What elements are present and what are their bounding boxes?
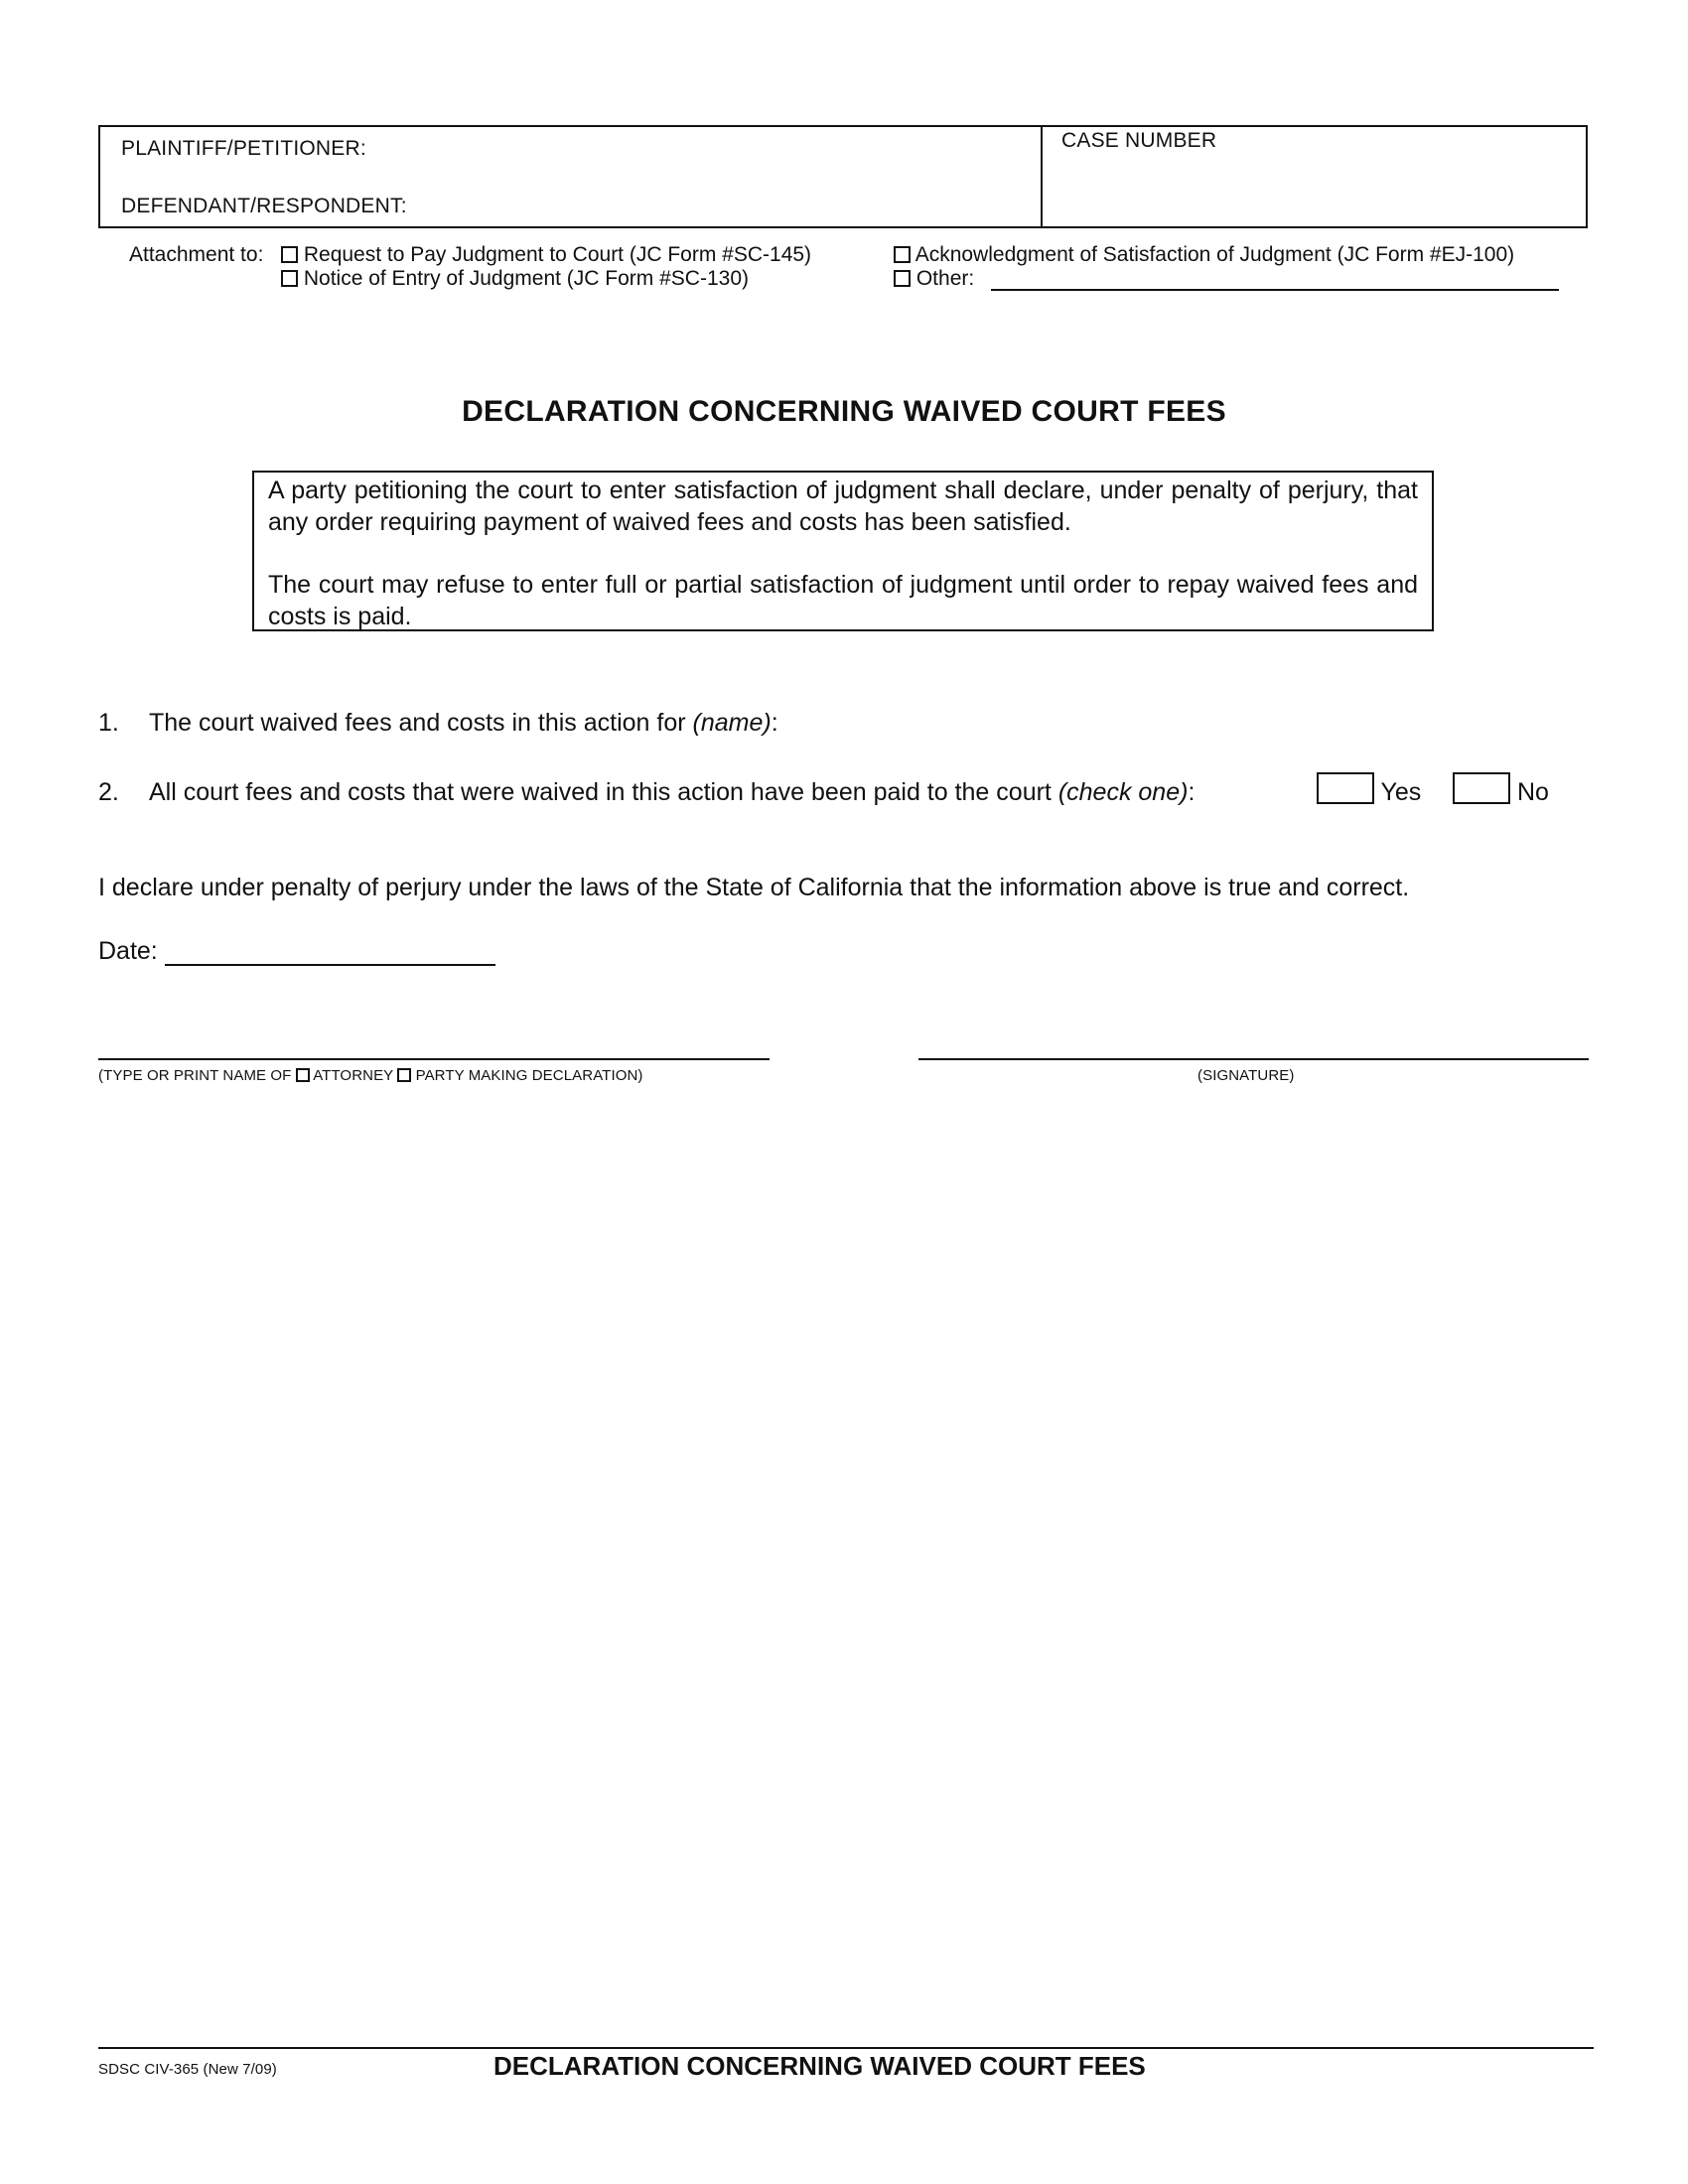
no-checkbox[interactable] [1453, 772, 1510, 804]
defendant-label: DEFENDANT/RESPONDENT: [121, 195, 407, 217]
no-label: No [1516, 778, 1549, 806]
attachment-other-label: Other: [915, 267, 975, 290]
attachment-option-sc145[interactable] [281, 243, 811, 267]
attachment-sc130-label: Notice of Entry of Judgment (JC Form #SC-130) [303, 267, 750, 290]
signature-caption: (SIGNATURE) [1197, 1067, 1295, 1084]
yes-option[interactable] [1317, 772, 1421, 807]
party-checkbox[interactable] [397, 1068, 411, 1082]
notice-paragraph-1: A party petitioning the court to enter satisfaction of judgment shall declare, under penalty of perjury, that any order requiring payment of waived fees and costs has been satisfied. [268, 477, 1418, 536]
item-2-text: All court fees and costs that were waived in this action have been paid to the court [149, 778, 1058, 806]
item-2-italic: (check one) [1057, 778, 1189, 806]
case-number-label: CASE NUMBER [1061, 129, 1217, 152]
notice-paragraph-2: The court may refuse to enter full or partial satisfaction of judgment until order to repay waived fees and costs is paid. [268, 571, 1418, 630]
attorney-label: ATTORNEY [313, 1067, 394, 1084]
party-label: PARTY MAKING DECLARATION [415, 1067, 638, 1084]
yes-label: Yes [1380, 778, 1422, 806]
attachment-option-sc130[interactable] [281, 267, 749, 291]
footer-rule [98, 2047, 1594, 2049]
item-2-number: 2. [98, 778, 119, 806]
item-1-italic: (name) [692, 709, 772, 737]
item-1-tail: : [771, 709, 778, 737]
attachment-sc145-checkbox[interactable] [281, 246, 298, 263]
attachment-ej100-checkbox[interactable] [894, 246, 911, 263]
item-2-tail: : [1188, 778, 1196, 806]
attachment-option-ej100[interactable] [894, 243, 1514, 267]
attachment-sc145-label: Request to Pay Judgment to Court (JC Form #SC-145) [303, 243, 812, 266]
declaration-text: I declare under penalty of perjury under the laws of the State of California that the information above is true and correct. [98, 874, 1410, 901]
attachment-option-other[interactable] [894, 267, 974, 291]
name-prefix: (TYPE OR PRINT NAME OF [98, 1067, 292, 1084]
page-title: DECLARATION CONCERNING WAIVED COURT FEES [462, 395, 1226, 428]
plaintiff-label: PLAINTIFF/PETITIONER: [121, 137, 366, 160]
attachment-sc130-checkbox[interactable] [281, 270, 298, 287]
other-blank-line[interactable] [991, 289, 1559, 291]
item-2 [149, 778, 1195, 807]
name-caption [98, 1067, 643, 1084]
attachment-ej100-label: Acknowledgment of Satisfaction of Judgment (JC Form #EJ-100) [914, 243, 1515, 266]
item-1-number: 1. [98, 709, 119, 737]
yes-checkbox[interactable] [1317, 772, 1374, 804]
date-line[interactable] [165, 964, 495, 966]
attachment-other-checkbox[interactable] [894, 270, 911, 287]
footer-title: DECLARATION CONCERNING WAIVED COURT FEES [493, 2051, 1146, 2081]
attachment-label: Attachment to: [129, 243, 264, 266]
date-label: Date: [98, 937, 158, 965]
item-1-text: The court waived fees and costs in this action for [149, 709, 693, 737]
item-1 [149, 709, 778, 738]
name-line[interactable] [98, 1058, 770, 1060]
notice-box [252, 471, 1434, 631]
attorney-checkbox[interactable] [296, 1068, 310, 1082]
footer-form-id: SDSC CIV-365 (New 7/09) [98, 2061, 277, 2078]
name-suffix: ) [637, 1067, 643, 1084]
no-option[interactable] [1453, 772, 1549, 807]
caption-divider [1041, 125, 1043, 228]
signature-line[interactable] [918, 1058, 1589, 1060]
